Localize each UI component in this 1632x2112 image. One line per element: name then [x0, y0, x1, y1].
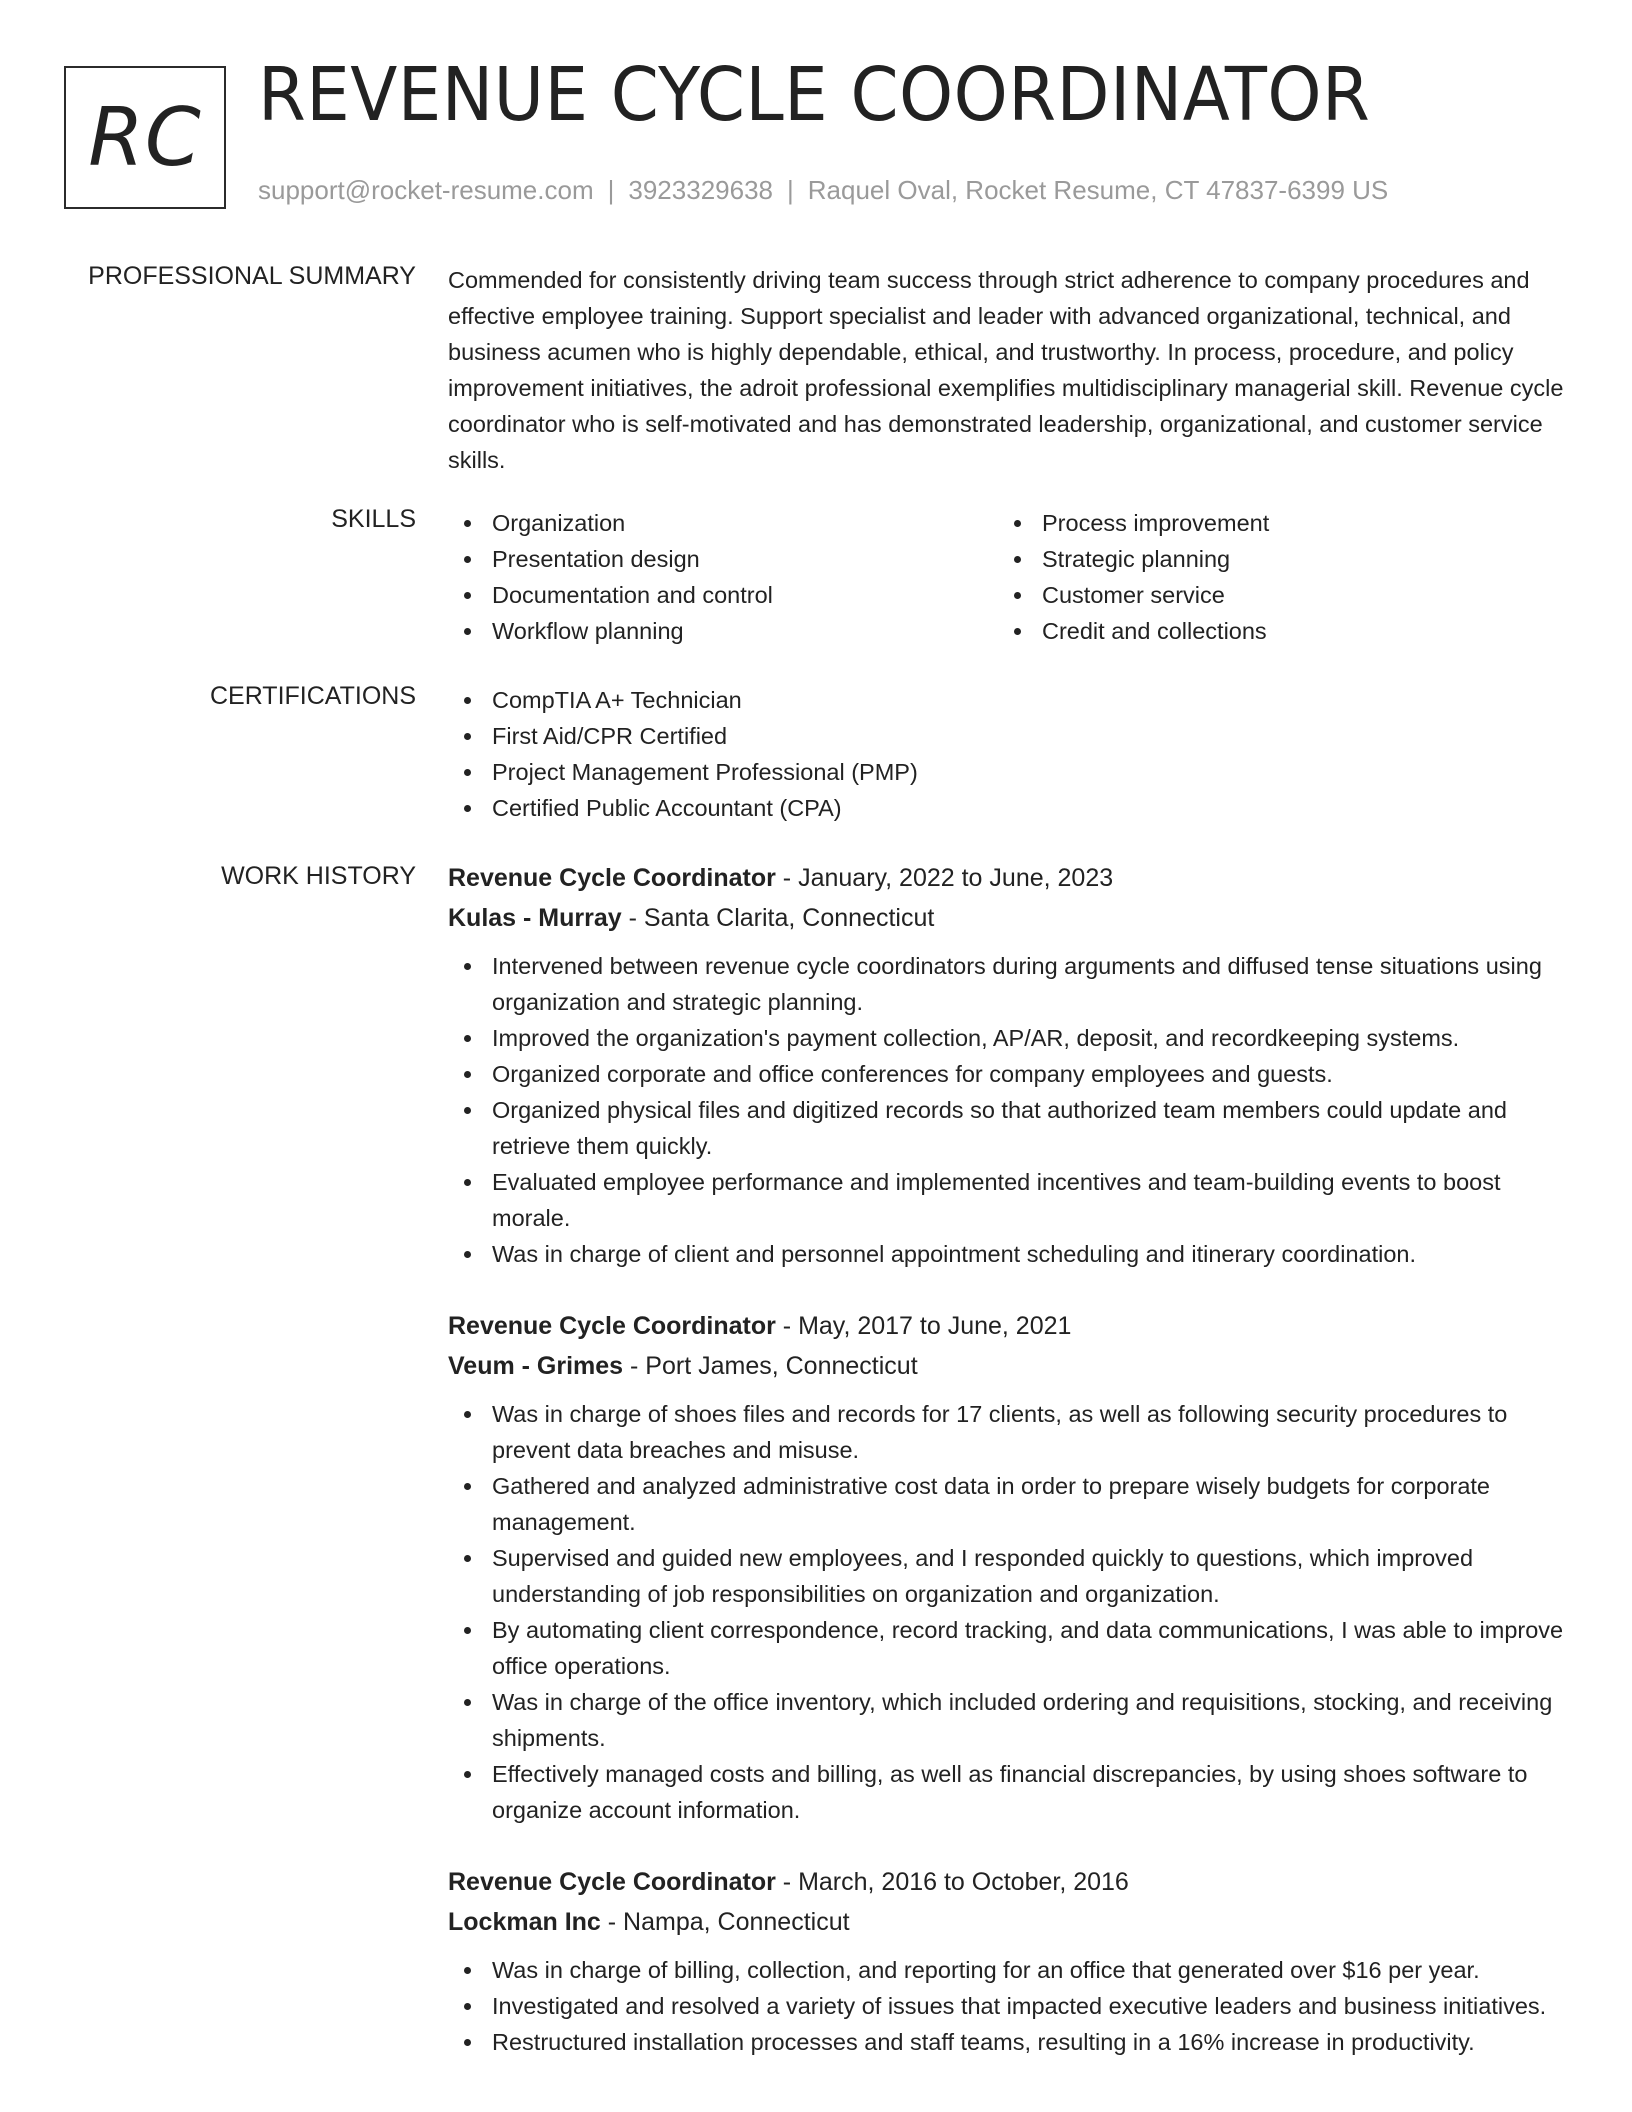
- certification-item: Certified Public Accountant (CPA): [448, 790, 1568, 826]
- skill-item: Strategic planning: [998, 541, 1548, 577]
- job-bullet: By automating client correspondence, record tracking, and data communications, I was able to improve office operations.: [448, 1612, 1568, 1684]
- contact-email[interactable]: support@rocket-resume.com: [258, 175, 594, 205]
- section-heading-work-history: WORK HISTORY: [221, 862, 416, 890]
- job-bullet: Investigated and resolved a variety of issues that impacted executive leaders and business initiatives.: [448, 1988, 1568, 2024]
- contact-line: [258, 175, 1388, 206]
- skills-columns: [448, 505, 1568, 649]
- certifications-list: [448, 682, 1568, 826]
- job-bullet: Organized corporate and office conferences for company employees and guests.: [448, 1056, 1568, 1092]
- skills-list-right: [998, 505, 1548, 649]
- job-bullet: Was in charge of billing, collection, and reporting for an office that generated over $16 per year.: [448, 1952, 1568, 1988]
- certification-item: Project Management Professional (PMP): [448, 754, 1568, 790]
- job-company: Veum - Grimes: [448, 1352, 624, 1380]
- summary-text: Commended for consistently driving team success through strict adherence to company procedures and effective employee training. Support specialist and leader with advanced organizational, technical, and business acumen who is highly dependable, ethical, and trustworthy. In process, procedure, and policy improvement initiatives, the adroit professional exemplifies multidisciplinary managerial skill. Revenue cycle coordinator who is self-motivated and has demonstrated leadership, organizational, and customer service skills.: [448, 267, 1564, 473]
- job-bullet: Gathered and analyzed administrative cost data in order to prepare wisely budgets for corporate management.: [448, 1468, 1568, 1540]
- job-bullet: Was in charge of shoes files and records for 17 clients, as well as following security procedures to prevent data breaches and misuse.: [448, 1396, 1568, 1468]
- skill-item: Presentation design: [448, 541, 998, 577]
- job-bullets: [448, 1952, 1568, 2060]
- job-bullet: Was in charge of client and personnel appointment scheduling and itinerary coordination.: [448, 1236, 1568, 1272]
- job-title: Revenue Cycle Coordinator: [448, 864, 776, 892]
- skill-item: Organization: [448, 505, 998, 541]
- job-bullet: Evaluated employee performance and implemented incentives and team-building events to boost morale.: [448, 1164, 1568, 1236]
- job-title: Revenue Cycle Coordinator: [448, 1312, 776, 1340]
- skill-item: Process improvement: [998, 505, 1548, 541]
- contact-separator: |: [607, 175, 615, 205]
- job-bullets: [448, 948, 1568, 1272]
- contact-phone[interactable]: 3923329638: [628, 175, 773, 205]
- job-company-line: [448, 898, 1568, 938]
- contact-address: Raquel Oval, Rocket Resume, CT 47837-6399 US: [807, 175, 1389, 205]
- certification-item: First Aid/CPR Certified: [448, 718, 1568, 754]
- section-heading-skills: SKILLS: [331, 505, 416, 533]
- skill-item: Documentation and control: [448, 577, 998, 613]
- job-bullet: Intervened between revenue cycle coordinators during arguments and diffused tense situations using organization and strategic planning.: [448, 948, 1568, 1020]
- skill-item: Workflow planning: [448, 613, 998, 649]
- job-title: Revenue Cycle Coordinator: [448, 1868, 776, 1896]
- job-entry: [448, 858, 1568, 1272]
- job-company-line: [448, 1902, 1568, 1942]
- job-bullet: Effectively managed costs and billing, as well as financial discrepancies, by using shoes software to organize account information.: [448, 1756, 1568, 1828]
- section-heading-summary: PROFESSIONAL SUMMARY: [88, 262, 416, 290]
- job-entry: [448, 1306, 1568, 1828]
- job-bullet: Organized physical files and digitized records so that authorized team members could update and retrieve them quickly.: [448, 1092, 1568, 1164]
- job-bullet: Improved the organization's payment collection, AP/AR, deposit, and recordkeeping systems.: [448, 1020, 1568, 1056]
- job-title-line: [448, 1862, 1568, 1902]
- skill-item: Credit and collections: [998, 613, 1548, 649]
- contact-separator: |: [787, 175, 794, 205]
- job-bullets: [448, 1396, 1568, 1828]
- job-location: - Nampa, Connecticut: [600, 1908, 850, 1936]
- job-location: - Port James, Connecticut: [623, 1352, 918, 1380]
- job-bullet: Was in charge of the office inventory, which included ordering and requisitions, stocking, and receiving shipments.: [448, 1684, 1568, 1756]
- job-dates: - May, 2017 to June, 2021: [775, 1312, 1072, 1340]
- job-company: Kulas - Murray: [448, 904, 622, 932]
- skills-list-left: [448, 505, 998, 649]
- monogram-logo: RC: [64, 66, 226, 209]
- resume-title: REVENUE CYCLE COORDINATOR: [258, 52, 1371, 138]
- job-entry: [448, 1862, 1568, 2060]
- job-dates: - March, 2016 to October, 2016: [775, 1868, 1129, 1896]
- section-heading-certifications: CERTIFICATIONS: [209, 682, 416, 710]
- job-bullet: Supervised and guided new employees, and I responded quickly to questions, which improved understanding of job responsibilities on organization and organization.: [448, 1540, 1568, 1612]
- job-bullet: Restructured installation processes and staff teams, resulting in a 16% increase in productivity.: [448, 2024, 1568, 2060]
- certification-item: CompTIA A+ Technician: [448, 682, 1568, 718]
- job-company: Lockman Inc: [448, 1908, 601, 1936]
- job-title-line: [448, 858, 1568, 898]
- job-location: - Santa Clarita, Connecticut: [621, 904, 935, 932]
- job-dates: - January, 2022 to June, 2023: [775, 864, 1114, 892]
- skill-item: Customer service: [998, 577, 1548, 613]
- job-title-line: [448, 1306, 1568, 1346]
- job-company-line: [448, 1346, 1568, 1386]
